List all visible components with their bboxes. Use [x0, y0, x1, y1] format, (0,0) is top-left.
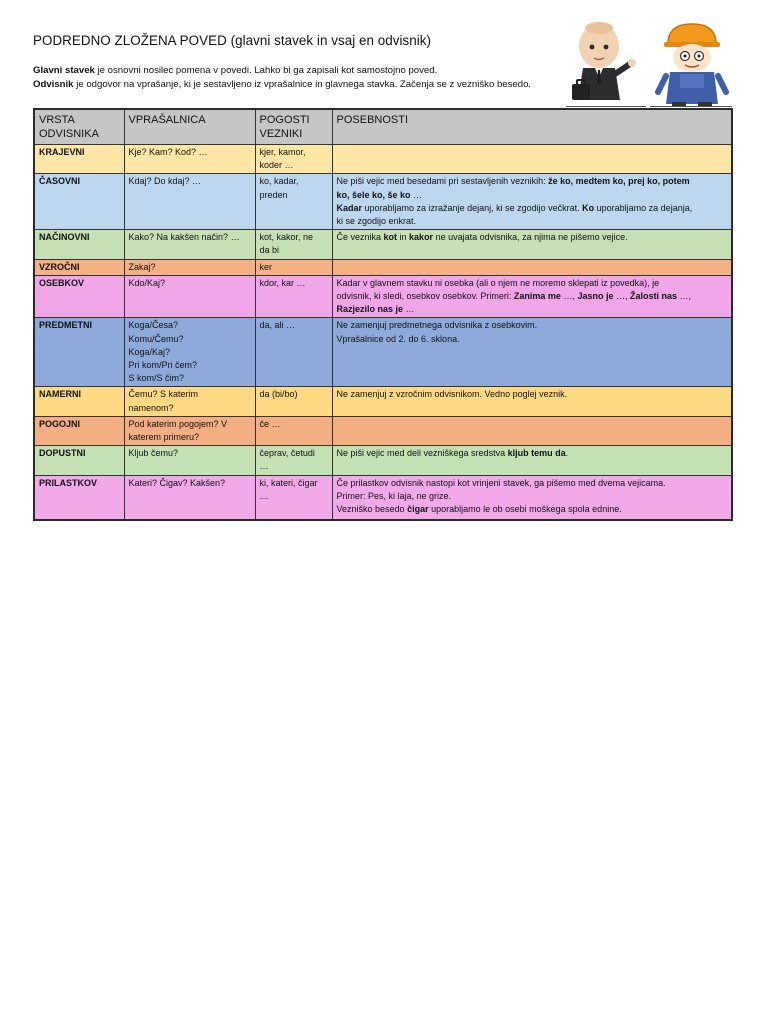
construction-worker-figure-icon — [654, 18, 732, 108]
question-cell: Kateri? Čigav? Kakšen? — [124, 475, 255, 520]
table-row — [34, 387, 732, 416]
illustrations — [566, 18, 732, 108]
question-cell: Koga/Česa? Komu/Čemu? Koga/Kaj? Pri kom/Pri čem? S kom/S čim? — [124, 318, 255, 387]
table-row — [34, 145, 732, 174]
table-row — [34, 446, 732, 475]
conjunction-cell: čeprav, četudi … — [255, 446, 332, 475]
question-cell: Kdo/Kaj? — [124, 275, 255, 318]
figure-baseline — [566, 106, 646, 107]
notes-cell: Ne zamenjuj predmetnega odvisnika z osebkovim. Vprašalnice od 2. do 6. sklona. — [332, 318, 732, 387]
notes-cell — [332, 416, 732, 445]
table-row — [34, 416, 732, 445]
conjunction-cell: da (bi/bo) — [255, 387, 332, 416]
conjunction-cell: ko, kadar, preden — [255, 174, 332, 230]
clause-type: ČASOVNI — [34, 174, 124, 230]
notes-cell — [332, 145, 732, 174]
figure-baseline — [650, 106, 732, 107]
term-glavni-stavek: Glavni stavek — [33, 65, 95, 76]
table-header-row — [34, 109, 732, 145]
table-row — [34, 259, 732, 275]
intro-line-main-clause — [33, 64, 531, 78]
header-type: VRSTA ODVISNIKA — [34, 109, 124, 145]
definition-odvisnik: je odgovor na vprašanje, ki je sestavljeno iz vprašalnice in glavnega stavka. Začenja se z vezniško besedo. — [73, 79, 532, 90]
intro-line-subordinate — [33, 78, 531, 92]
clause-type: VZROČNI — [34, 259, 124, 275]
question-cell: Čemu? S katerim namenom? — [124, 387, 255, 416]
clause-type: NAMERNI — [34, 387, 124, 416]
clause-type: PRILASTKOV — [34, 475, 124, 520]
question-cell: Kljub čemu? — [124, 446, 255, 475]
conjunction-cell: ker — [255, 259, 332, 275]
conjunction-cell: ki, kateri, čigar … — [255, 475, 332, 520]
table-row — [34, 174, 732, 230]
page-title: PODREDNO ZLOŽENA POVED (glavni stavek in vsaj en odvisnik) — [33, 33, 432, 48]
question-cell: Kdaj? Do kdaj? … — [124, 174, 255, 230]
notes-cell: Če prilastkov odvisnik nastopi kot vrinjeni stavek, ga pišemo med dvema vejicama. Primer: Pes, ki laja, ne grize. Vezniško besedo čigar uporabljamo le ob osebi moškega spola ednine. — [332, 475, 732, 520]
conjunction-cell: kjer, kamor, koder … — [255, 145, 332, 174]
conjunction-cell: če … — [255, 416, 332, 445]
notes-cell: Kadar v glavnem stavku ni osebka (ali o njem ne moremo sklepati iz povedka), je odvisnik, ki sledi, osebkov osebkov. Primeri: Zanima me …, Jasno je …, Žalosti nas …, Razjezilo nas je … — [332, 275, 732, 318]
question-cell: Zakaj? — [124, 259, 255, 275]
boss-baby-figure-icon — [566, 18, 648, 108]
conjunction-cell: da, ali … — [255, 318, 332, 387]
clause-type: PREDMETNI — [34, 318, 124, 387]
clause-type: POGOJNI — [34, 416, 124, 445]
term-odvisnik: Odvisnik — [33, 79, 74, 90]
table-row — [34, 275, 732, 318]
notes-cell — [332, 259, 732, 275]
header-question: VPRAŠALNICA — [124, 109, 255, 145]
notes-cell: Ne zamenjuj z vzročnim odvisnikom. Vedno poglej veznik. — [332, 387, 732, 416]
table-row — [34, 230, 732, 259]
table-row — [34, 318, 732, 387]
clause-type: NAČINOVNI — [34, 230, 124, 259]
conjunction-cell: kdor, kar … — [255, 275, 332, 318]
notes-cell: Ne piši vejic med deli vezniškega sredstva kljub temu da. — [332, 446, 732, 475]
table-row — [34, 475, 732, 520]
question-cell: Kako? Na kakšen način? … — [124, 230, 255, 259]
clause-type: OSEBKOV — [34, 275, 124, 318]
subordinate-clause-table — [33, 108, 733, 521]
notes-cell: Ne piši vejic med besedami pri sestavljenih veznikih: že ko, medtem ko, prej ko, potem ko, šele ko, še ko … Kadar uporabljamo za izražanje dejanj, ki se zgodijo večkrat. Ko uporabljamo za dejanja, ki se zgodijo enkrat. — [332, 174, 732, 230]
header-notes: POSEBNOSTI — [332, 109, 732, 145]
intro-text — [33, 64, 531, 92]
header-conjunctions: POGOSTI VEZNIKI — [255, 109, 332, 145]
conjunction-cell: kot, kakor, ne da bi — [255, 230, 332, 259]
question-cell: Pod katerim pogojem? V katerem primeru? — [124, 416, 255, 445]
definition-glavni-stavek: je osnovni nosilec pomena v povedi. Lahko bi ga zapisali kot samostojno poved. — [94, 65, 438, 76]
clause-type: KRAJEVNI — [34, 145, 124, 174]
notes-cell: Če veznika kot in kakor ne uvajata odvisnika, za njima ne pišemo vejice. — [332, 230, 732, 259]
question-cell: Kje? Kam? Kod? … — [124, 145, 255, 174]
clause-type: DOPUSTNI — [34, 446, 124, 475]
